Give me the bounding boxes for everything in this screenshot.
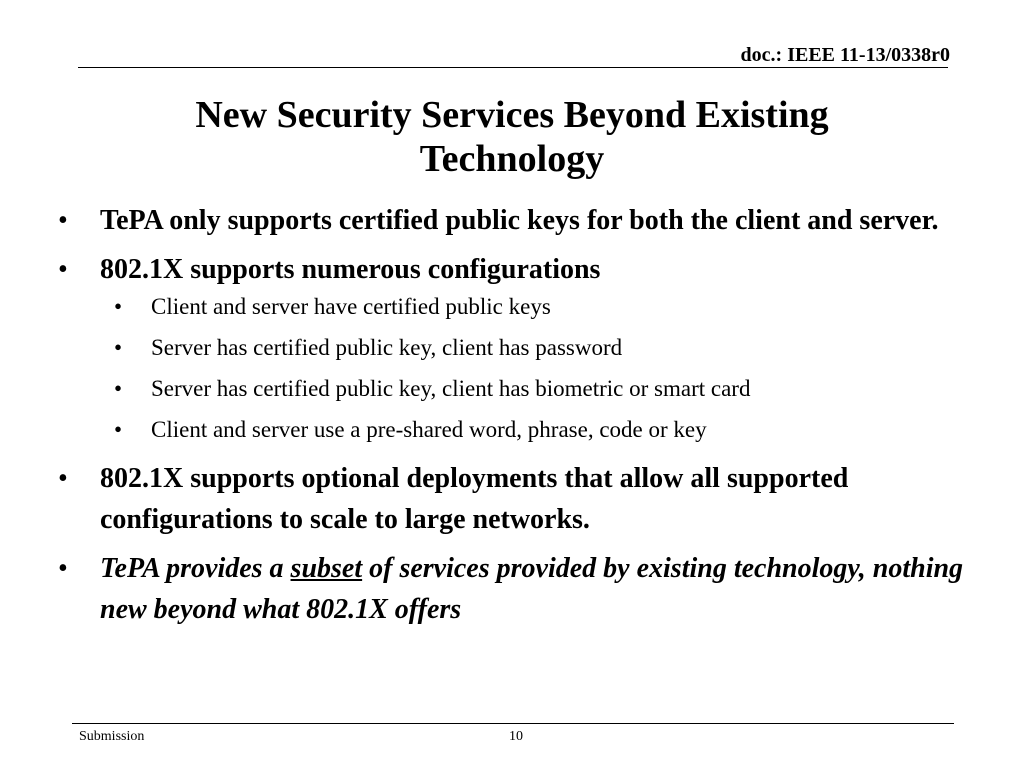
bullet-item-8021x-configurations — [58, 249, 978, 450]
bullet-marker: • — [58, 553, 68, 584]
bullet-text-part-1: TePA provides a — [100, 553, 291, 584]
bullet-text: 802.1X supports optional deployments that allow all supported configurations to scale to large networks. — [100, 463, 849, 535]
bullet-item-tepa-certified-keys — [58, 200, 978, 241]
underlined-emphasis: subset — [290, 553, 363, 584]
sub-bullet-marker: • — [114, 294, 123, 319]
sub-bullet-text: Server has certified public key, client has password — [151, 335, 623, 360]
bullet-marker: • — [58, 205, 68, 236]
sub-bullet-text: Client and server have certified public keys — [151, 294, 551, 319]
bullet-marker: • — [58, 254, 68, 285]
sub-bullet-item — [58, 409, 978, 450]
bullet-text: 802.1X supports numerous configurations — [100, 254, 601, 285]
sub-bullet-item — [58, 368, 978, 409]
bullet-item-tepa-subset — [58, 548, 978, 630]
bullet-list — [58, 200, 978, 638]
page-number: 10 — [509, 729, 523, 744]
sub-bullet-marker: • — [114, 376, 123, 401]
bullet-text-part-2: of services provided by existing technology, nothing new beyond what 802.1X offers — [100, 553, 964, 625]
slide-title — [100, 93, 924, 181]
document-id: doc.: IEEE 11-13/0338r0 — [740, 44, 950, 66]
header-divider — [78, 67, 948, 68]
bullet-text: TePA only supports certified public keys for both the client and server. — [100, 205, 939, 236]
slide-title-line-2: Technology — [419, 138, 605, 180]
footer-divider — [72, 723, 954, 724]
sub-bullet-marker: • — [114, 335, 123, 360]
sub-bullet-text: Client and server use a pre-shared word, phrase, code or key — [151, 417, 707, 442]
bullet-marker: • — [58, 463, 68, 494]
sub-bullet-text: Server has certified public key, client has biometric or smart card — [151, 376, 751, 401]
bullet-item-optional-deployments — [58, 458, 978, 540]
bullet-text — [100, 553, 963, 625]
sub-bullet-item — [58, 327, 978, 368]
sub-bullet-item — [58, 286, 978, 327]
sub-bullet-marker: • — [114, 417, 123, 442]
sub-bullet-list — [100, 286, 978, 450]
slide-title-line-1: New Security Services Beyond Existing — [195, 94, 829, 136]
footer-submission-label: Submission — [79, 729, 145, 744]
